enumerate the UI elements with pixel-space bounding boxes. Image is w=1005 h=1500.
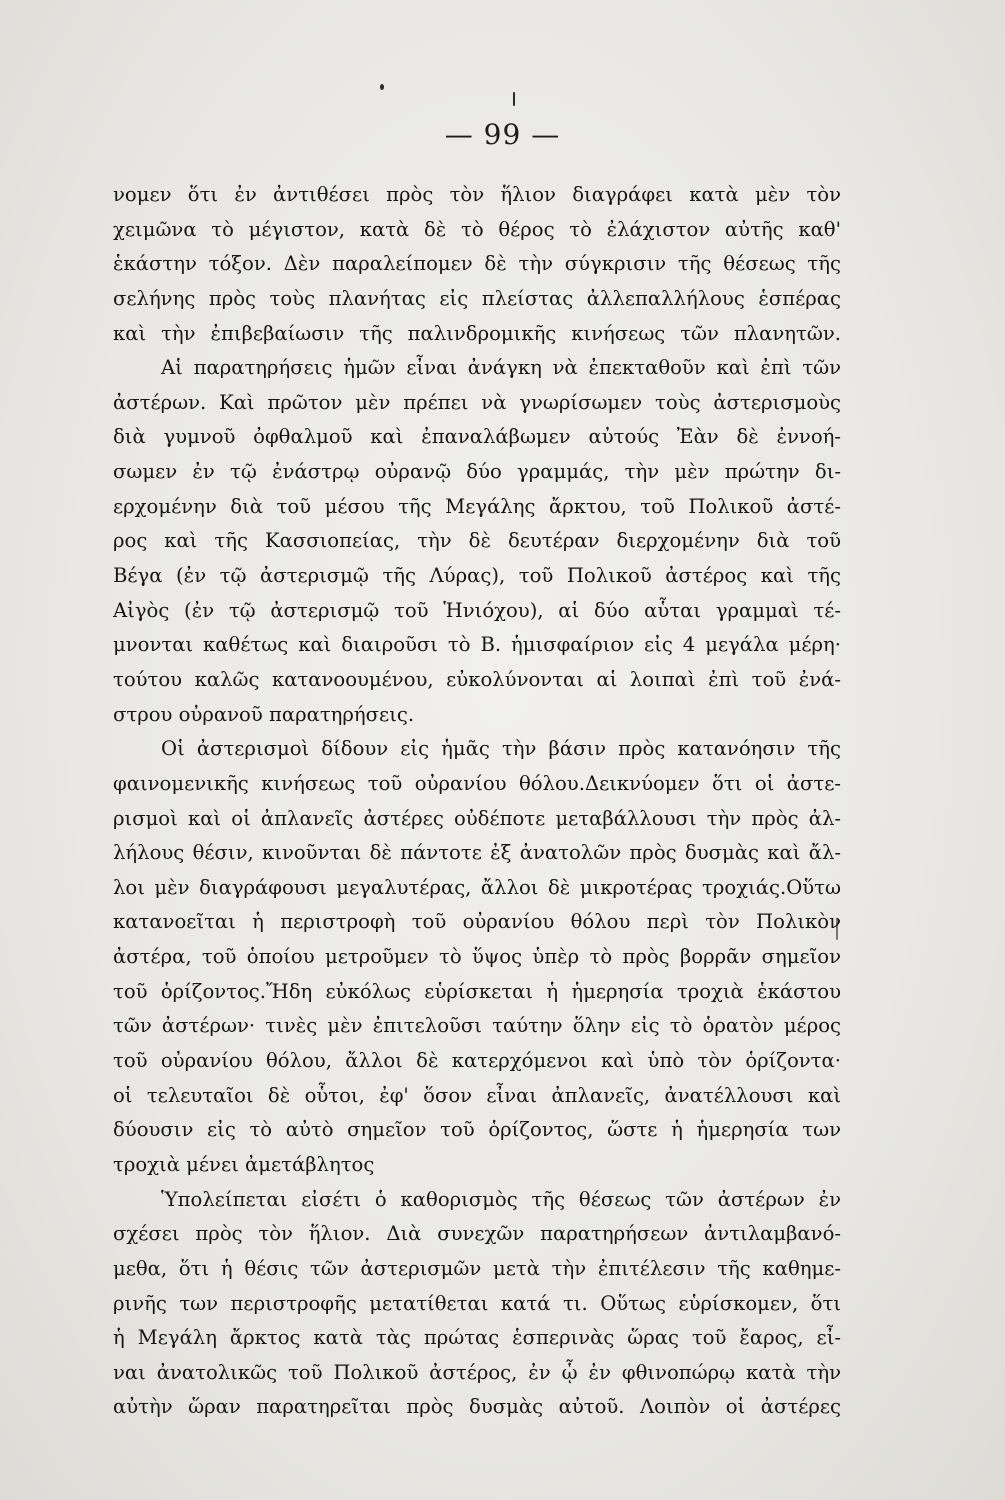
text-line: οἱ τελευταῖοι δὲ οὗτοι, ἐφ' ὅσον εἶναι ἀπλανεῖς, ἀνατέλλουσι καὶ (113, 1083, 841, 1107)
text-line: μνονται καθέτως καὶ διαιροῦσι τὸ Β. ἡμισφαίριον εἰς 4 μεγάλα μέρη· (113, 633, 841, 657)
text-line: ἑκάστην τόξον. Δὲν παραλείπομεν δὲ τὴν σύγκρισιν τῆς θέσεως τῆς (113, 252, 841, 276)
text-line: φαινομενικῆς κινήσεως τοῦ οὐρανίου θόλου.Δεικνύομεν ὅτι οἱ ἀστε- (113, 771, 841, 795)
page-number: — 99 — (444, 118, 561, 151)
text-line: χειμῶνα τὸ μέγιστον, κατὰ δὲ τὸ θέρος τὸ ἐλάχιστον αὐτῆς καθ' (113, 217, 841, 241)
text-line: ερχομένην διὰ τοῦ μέσου τῆς Μεγάλης ἄρκτου, τοῦ Πολικοῦ ἀστέ- (113, 494, 841, 518)
text-line: Αἰγὸς (ἐν τῷ ἀστερισμῷ τοῦ Ἡνιόχου), αἱ δύο αὗται γραμμαὶ τέ- (113, 598, 841, 622)
text-line: ἀστέρων. Καὶ πρῶτον μὲν πρέπει νὰ γνωρίσωμεν τοὺς ἀστερισμοὺς (113, 390, 841, 414)
body-text (113, 178, 841, 1425)
text-line: αὐτὴν ὥραν παρατηρεῖται πρὸς δυσμὰς αὐτοῦ. Λοιπὸν οἱ ἀστέρες (113, 1395, 841, 1419)
text-line: ἡ Μεγάλη ἄρκτος κατὰ τὰς πρώτας ἑσπερινὰς ὥρας τοῦ ἔαρος, εἶ- (113, 1326, 841, 1350)
text-line: ναι ἀνατολικῶς τοῦ Πολικοῦ ἀστέρος, ἐν ᾧ ἐν φθινοπώρῳ κατὰ τὴν (113, 1360, 841, 1384)
text-line: σχέσει πρὸς τὸν ἥλιον. Διὰ συνεχῶν παρατηρήσεων ἀντιλαμβανό- (113, 1222, 841, 1246)
text-line: ἀστέρα, τοῦ ὁποίου μετροῦμεν τὸ ὕψος ὑπὲρ τὸ πρὸς βορρᾶν σημεῖον (113, 945, 841, 969)
text-line: στρου οὐρανοῦ παρατηρήσεις. (113, 702, 415, 726)
text-line: Αἱ παρατηρήσεις ἡμῶν εἶναι ἀνάγκη νὰ ἐπεκταθοῦν καὶ ἐπὶ τῶν (161, 356, 841, 380)
text-line: ρινῆς των περιστροφῆς μετατίθεται κατά τι. Οὕτως εὑρίσκομεν, ὅτι (113, 1291, 841, 1315)
text-line: μεθα, ὅτι ἡ θέσις τῶν ἀστερισμῶν μετὰ τὴν ἐπιτέλεσιν τῆς καθημε- (113, 1256, 841, 1280)
ink-speck (513, 92, 515, 106)
text-line: τούτου καλῶς κατανοουμένου, εὐκολύνονται αἱ λοιπαὶ ἐπὶ τοῦ ἐνά- (113, 667, 841, 691)
text-line: διὰ γυμνοῦ ὀφθαλμοῦ καὶ ἐπαναλάβωμεν αὐτούς Ἐὰν δὲ ἐννοή- (113, 425, 841, 449)
text-line: Ὑπολείπεται εἰσέτι ὁ καθορισμὸς τῆς θέσεως τῶν ἀστέρων ἐν (161, 1187, 841, 1211)
text-line: σωμεν ἐν τῷ ἐνάστρῳ οὐρανῷ δύο γραμμάς, τὴν μὲν πρώτην δι- (113, 460, 841, 484)
text-line: δύουσιν εἰς τὸ αὐτὸ σημεῖον τοῦ ὁρίζοντος, ὥστε ἡ ἡμερησία των (113, 1118, 841, 1142)
ink-speck (380, 84, 384, 90)
text-line: τῶν ἀστέρων· τινὲς μὲν ἐπιτελοῦσι ταύτην ὅλην εἰς τὸ ὁρατὸν μέρος (113, 1014, 841, 1038)
text-line: κατανοεῖται ἡ περιστροφὴ τοῦ οὐρανίου θόλου περὶ τὸν Πολικὸν (113, 910, 841, 934)
text-line: νομεν ὅτι ἐν ἀντιθέσει πρὸς τὸν ἥλιον διαγράφει κατὰ μὲν τὸν (113, 183, 841, 206)
text-line: Οἱ ἀστερισμοὶ δίδουν εἰς ἡμᾶς τὴν βάσιν πρὸς κατανόησιν τῆς (161, 737, 841, 761)
text-line: σελήνης πρὸς τοὺς πλανήτας εἰς πλείστας ἀλλεπαλλήλους ἑσπέρας (113, 286, 841, 310)
text-line: λοι μὲν διαγράφουσι μεγαλυτέρας, ἄλλοι δὲ μικροτέρας τροχιάς.Οὕτω (113, 875, 841, 899)
text-line: λήλους θέσιν, κινοῦνται δὲ πάντοτε ἐξ ἀνατολῶν πρὸς δυσμὰς καὶ ἄλ- (113, 841, 841, 865)
text-line: ρος καὶ τῆς Κασσιοπείας, τὴν δὲ δευτέραν διερχομένην διὰ τοῦ (113, 529, 841, 553)
text-line: ρισμοὶ καὶ οἱ ἀπλανεῖς ἀστέρες οὐδέποτε μεταβάλλουσι τὴν πρὸς ἀλ- (113, 806, 841, 830)
text-line: Βέγα (ἐν τῷ ἀστερισμῷ τῆς Λύρας), τοῦ Πολικοῦ ἀστέρος καὶ τῆς (113, 564, 841, 588)
text-line: καὶ τὴν ἐπιβεβαίωσιν τῆς παλινδρομικῆς κινήσεως τῶν πλανητῶν. (113, 321, 841, 345)
text-line: τοῦ ὁρίζοντος.Ἤδη εὐκόλως εὑρίσκεται ἡ ἡμερησία τροχιὰ ἑκάστου (113, 979, 841, 1003)
text-line: τοῦ οὐρανίου θόλου, ἄλλοι δὲ κατερχόμενοι καὶ ὑπὸ τὸν ὁρίζοντα· (113, 1049, 841, 1073)
text-line: τροχιὰ μένει ἀμετάβλητος (113, 1152, 375, 1176)
